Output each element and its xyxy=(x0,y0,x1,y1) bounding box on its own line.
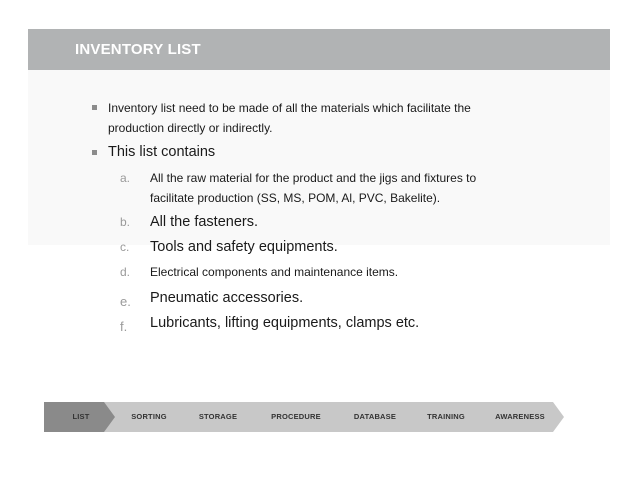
square-bullet-icon xyxy=(92,150,97,155)
sub-item-text: All the fasteners. xyxy=(150,214,258,230)
nav-step-label: TRAINING xyxy=(427,412,465,421)
sub-item-letter: f. xyxy=(120,319,128,334)
square-bullet-icon xyxy=(92,105,97,110)
sub-item-letter: b. xyxy=(120,215,131,229)
sub-item-text: Tools and safety equipments. xyxy=(150,239,338,255)
sub-item-text: Pneumatic accessories. xyxy=(150,290,304,306)
nav-step-label: STORAGE xyxy=(198,412,238,421)
header-bar xyxy=(28,29,610,70)
nav-step-label: DATABASE xyxy=(353,412,397,421)
nav-step-label: AWARENESS xyxy=(495,412,545,421)
sub-item-letter: d. xyxy=(120,265,131,279)
sub-item-text: Electrical components and maintenance items. xyxy=(150,265,399,279)
page-title: INVENTORY LIST xyxy=(75,41,201,58)
sub-item-letter: c. xyxy=(120,240,130,254)
nav-step-label: LIST xyxy=(72,412,90,421)
sub-item-text: Lubricants, lifting equipments, clamps etc. xyxy=(150,315,420,331)
sub-item-letter: e. xyxy=(120,294,131,309)
bullet-item xyxy=(92,98,522,138)
nav-step-label: PROCEDURE xyxy=(271,412,321,421)
sub-item-letter: a. xyxy=(120,171,131,185)
nav-step-awareness[interactable] xyxy=(472,402,564,432)
nav-step-procedure[interactable] xyxy=(244,402,344,432)
bullet-text: This list contains xyxy=(108,144,216,160)
bullet-item xyxy=(92,142,522,162)
nav-step-label: SORTING xyxy=(131,412,167,421)
bullet-text: Inventory list need to be made of all the materials which facilitate the production directly or indirectly. xyxy=(108,101,471,135)
sub-item-text: All the raw material for the product and the jigs and fixtures to facilitate production (SS, MS, POM, Al, PVC, Bakelite). xyxy=(150,171,477,205)
